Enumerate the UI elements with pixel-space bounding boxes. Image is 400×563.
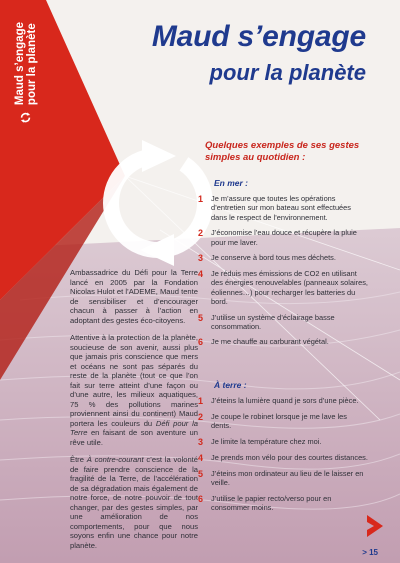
recycle-arrows-icon [20, 111, 33, 124]
item-number: 6 [198, 493, 204, 504]
intro-text-3a: Être [70, 455, 87, 464]
item-text: Je conserve à bord tous mes déchets. [211, 253, 336, 263]
item-text: J’utilise le papier recto/verso pour en consommer moins. [211, 493, 332, 513]
list-item [198, 494, 368, 513]
list-item [198, 337, 368, 347]
intro-text-3: c’est la volonté de faire prendre conscience de la fragilité de la Terre, de l’accélération de sa dégradation mais également de notre force, de notre pouvoir de tout changer, par des gestes simples, par une amélioration de nos comportements, pour que nous soyons enfin une chance pour notre planète. [70, 455, 198, 550]
intro-emphasis-2: Défi pour la Terre [70, 418, 198, 437]
intro-emphasis-3: À contre-courant [86, 455, 144, 464]
list-item [198, 313, 368, 332]
en-mer-label: En mer : [214, 178, 249, 188]
item-number: 2 [198, 412, 204, 422]
a-terre-list [198, 396, 368, 518]
a-terre-label: À terre : [214, 380, 247, 390]
item-number: 6 [198, 337, 204, 348]
item-number: 4 [198, 452, 204, 463]
item-number: 4 [198, 269, 204, 280]
intro-text-2: Attentive à la protection de la planète, soucieuse de son avenir, aussi plus que jamais pris conscience que mers et océans ne sont pas séparés du reste de la planète (tout ce que l’on fait sur terre atteint d’une façon ou d’une autre, les milieux aquatiques, 75 % des pollutions marines proviennent ainsi du continent) Maud portera les couleurs du [70, 333, 198, 428]
page-title: Maud s’engage [151, 20, 366, 53]
gestes-title: Quelques exemples de ses gestes simples au quotidien : [205, 140, 360, 163]
item-number: 1 [198, 396, 204, 406]
intro-paragraph-1 [70, 268, 198, 325]
item-text: J’éteins la lumière quand je sors d’une pièce. [211, 396, 359, 405]
intro-text [70, 268, 198, 558]
page-number: > 15 [362, 548, 378, 557]
item-number: 2 [198, 228, 204, 239]
side-tab-label: Maud s’engage pour la planète [14, 22, 38, 106]
item-text: J’utilise un système d’éclairage basse consommation. [211, 312, 335, 332]
intro-text-2b: en faisant de son aventure un rêve utile. [70, 428, 198, 447]
list-item [198, 194, 368, 222]
list-item [198, 437, 368, 447]
intro-paragraph-2 [70, 333, 198, 447]
intro-text-1: Ambassadrice du Défi pour la Terre lancé en 2005 par la Fondation Nicolas Hulot et l’ADEME, Maud tente de sensibiliser et d’encourager chacun à passer à l’action en adoptant des gestes éco-citoyens. [70, 268, 198, 325]
item-text: Je réduis mes émissions de CO2 en utilisant des énergies renouvelables (panneaux solaires, éoliennes…) pour recharger les batteries du bord. [211, 269, 368, 307]
item-number: 5 [198, 312, 204, 323]
item-text: Je coupe le robinet lorsque je me lave les dents. [211, 412, 347, 431]
item-text: Je me chauffe au carburant végétal. [211, 337, 329, 347]
item-number: 3 [198, 253, 204, 264]
list-item [198, 396, 368, 406]
item-text: Je prends mon vélo pour des courtes distances. [211, 452, 368, 462]
item-number: 3 [198, 436, 204, 447]
list-item [198, 453, 368, 463]
item-text: J’éteins mon ordinateur au lieu de le laisser en veille. [211, 468, 364, 488]
item-text: J’économise l’eau douce et récupère la pluie pour me laver. [211, 228, 357, 247]
list-item [198, 269, 368, 307]
list-item [198, 469, 368, 488]
intro-paragraph-3 [70, 455, 198, 550]
en-mer-list [198, 194, 368, 353]
item-number: 1 [198, 194, 204, 204]
item-text: Je m’assure que toutes les opérations d’entretien sur mon bateau sont effectuées dans le respect de l’environnement. [211, 194, 351, 222]
side-tab-label-group [14, 22, 38, 124]
page-subtitle: pour la planète [209, 60, 366, 85]
item-number: 5 [198, 468, 204, 479]
item-text: Je limite la température chez moi. [211, 436, 322, 446]
list-item [198, 253, 368, 263]
list-item [198, 412, 368, 431]
chevron-right-icon[interactable] [364, 513, 386, 539]
list-item [198, 228, 368, 247]
side-tab [0, 0, 44, 563]
